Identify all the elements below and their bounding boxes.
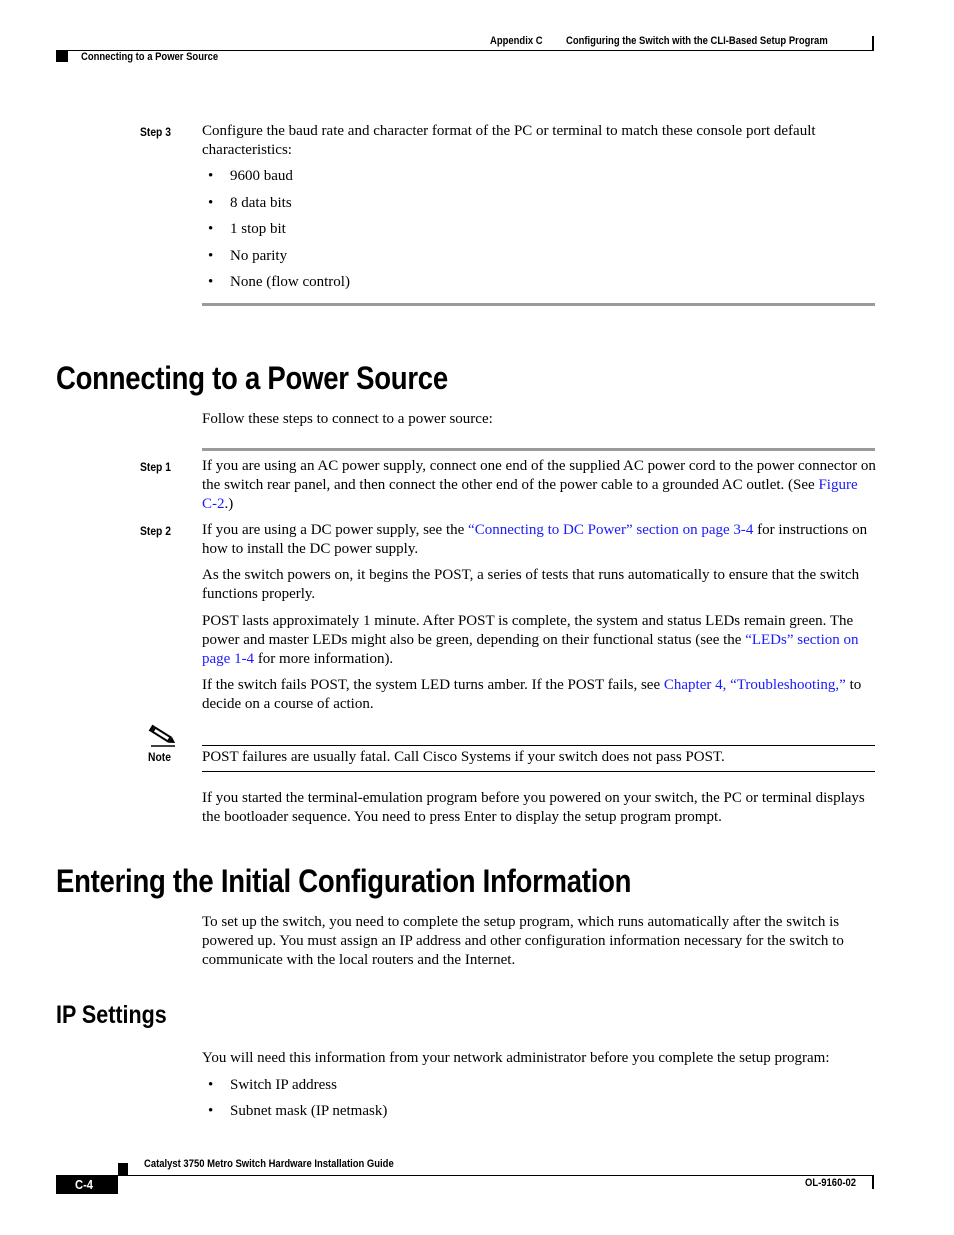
bullet-dot: • <box>208 221 214 237</box>
header-appendix: Appendix C <box>490 35 543 47</box>
bullet-dot: • <box>208 195 214 211</box>
initial-config-text: To set up the switch, you need to complete the setup program, which runs automatically after the switch is powered up. You must assign an IP address and other configuration information necessary for the switch to communicate with the local routers and the Internet. <box>202 914 844 968</box>
step3-bullet-5: None (flow control) <box>230 274 350 290</box>
step2-para1: As the switch powers on, it begins the POST, a series of tests that runs automatically to ensure that the switch functions properly. <box>202 567 860 602</box>
step2-para2: POST lasts approximately 1 minute. After POST is complete, the system and status LEDs remain green. The power and master LEDs might also be green, depending on their functional status (see the “LEDs” section on page 1-4 for more information). <box>202 613 859 667</box>
note-pencil-icon <box>147 724 179 748</box>
ip-settings-heading: IP Settings <box>56 1001 167 1029</box>
footer-tick <box>872 1175 874 1189</box>
bullet-dot: • <box>208 248 214 264</box>
footer-guide-title: Catalyst 3750 Metro Switch Hardware Installation Guide <box>144 1158 394 1170</box>
step3-bullet-3: 1 stop bit <box>230 221 286 237</box>
footer-page-number: C-4 <box>75 1177 94 1192</box>
note-label: Note <box>148 750 171 764</box>
step2-text: If you are using a DC power supply, see the “Connecting to DC Power” section on page 3-4 for instructions on how to install the DC power supply. <box>202 522 868 557</box>
step1-text: If you are using an AC power supply, connect one end of the supplied AC power cord to the power connector on the switch rear panel, and then connect the other end of the power cable to a grounded AC outlet. (See Figure C-2.) <box>202 458 876 512</box>
dc-power-link[interactable]: “Connecting to DC Power” section on page 3-4 <box>468 522 754 538</box>
after-note-text: If you started the terminal-emulation program before you powered on your switch, the PC or terminal displays the bootloader sequence. You need to press Enter to display the setup program prompt. <box>202 790 865 825</box>
step3-text: Configure the baud rate and character format of the PC or terminal to match these console port default characteristics: <box>202 123 816 158</box>
footer-page-box <box>56 1176 118 1194</box>
bullet-dot: • <box>208 274 214 290</box>
header-marker <box>56 51 68 62</box>
header-tick <box>872 36 874 50</box>
footer-doc-number: OL-9160-02 <box>805 1177 857 1189</box>
bullet-dot: • <box>208 1103 214 1119</box>
footer-marker <box>118 1163 128 1175</box>
step3-label: Step 3 <box>140 125 171 139</box>
footer-rule <box>56 1175 874 1176</box>
ip-settings-text: You will need this information from your network administrator before you complete the setup program: <box>202 1050 830 1066</box>
header-chapter-title: Configuring the Switch with the CLI-Based Setup Program <box>566 35 828 47</box>
ip-bullet-2: Subnet mask (IP netmask) <box>230 1103 388 1119</box>
figure-c2-link[interactable]: Figure C-2 <box>202 477 858 512</box>
note-text: POST failures are usually fatal. Call Cisco Systems if your switch does not pass POST. <box>202 749 725 765</box>
step3-bullet-1: 9600 baud <box>230 168 293 184</box>
troubleshooting-link[interactable]: Chapter 4, “Troubleshooting,” <box>663 677 846 693</box>
step3-bullet-4: No parity <box>230 248 288 264</box>
ip-bullet-1: Switch IP address <box>230 1077 337 1093</box>
leds-link[interactable]: “LEDs” section on page 1-4 <box>202 632 859 667</box>
bullet-dot: • <box>208 168 214 184</box>
step1-label: Step 1 <box>140 460 171 474</box>
procedure-end-rule <box>202 303 875 306</box>
bullet-dot: • <box>208 1077 214 1093</box>
header-section: Connecting to a Power Source <box>81 51 219 63</box>
initial-config-heading: Entering the Initial Configuration Information <box>56 863 632 899</box>
step2-para3: If the switch fails POST, the system LED turns amber. If the POST fails, see Chapter 4, “Troubleshooting,” to decide on a course of action. <box>202 677 862 712</box>
power-intro: Follow these steps to connect to a power source: <box>202 411 493 427</box>
procedure-start-rule <box>202 448 875 451</box>
power-heading: Connecting to a Power Source <box>56 360 448 396</box>
note-top-rule <box>202 745 875 746</box>
step3-bullet-2: 8 data bits <box>230 195 292 211</box>
step2-label: Step 2 <box>140 524 171 538</box>
note-bottom-rule <box>202 771 875 772</box>
